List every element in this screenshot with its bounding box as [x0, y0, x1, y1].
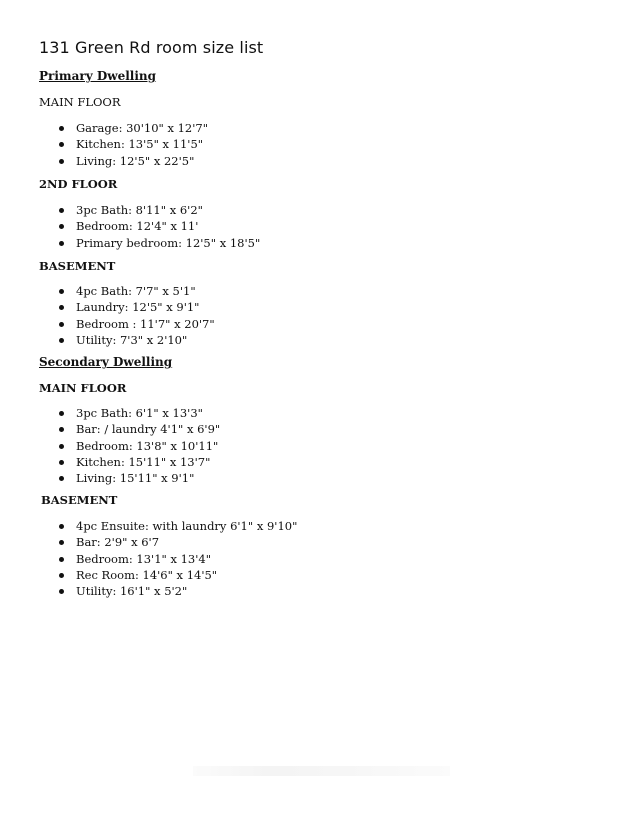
list-item: Primary bedroom: 12'5" x 18'5"	[57, 235, 260, 251]
bullet-icon	[59, 126, 64, 131]
primary-basement-label: BASEMENT	[39, 259, 116, 273]
bullet-icon	[59, 460, 64, 465]
document-title: 131 Green Rd room size list	[39, 38, 264, 57]
bullet-icon	[59, 142, 64, 147]
bullet-icon	[59, 241, 64, 246]
bullet-icon	[59, 289, 64, 294]
bullet-icon	[59, 589, 64, 594]
list-item: Kitchen: 15'11" x 13'7"	[57, 454, 220, 470]
list-item: Kitchen: 13'5" x 11'5"	[57, 136, 208, 152]
primary-second-floor-label: 2ND FLOOR	[39, 177, 118, 191]
list-item: Bedroom : 11'7" x 20'7"	[57, 316, 215, 332]
secondary-main-floor-label: MAIN FLOOR	[39, 381, 127, 395]
primary-dwelling-heading: Primary Dwelling	[39, 69, 157, 83]
primary-basement-list	[57, 283, 215, 348]
bullet-icon	[59, 411, 64, 416]
bullet-icon	[59, 159, 64, 164]
list-item: Bedroom: 13'8" x 10'11"	[57, 438, 220, 454]
list-item: Rec Room: 14'6" x 14'5"	[57, 567, 297, 583]
list-item: Garage: 30'10" x 12'7"	[57, 120, 208, 136]
list-item: Bar: 2'9" x 6'7	[57, 534, 297, 550]
secondary-basement-list	[57, 518, 297, 599]
list-item: Utility: 7'3" x 2'10"	[57, 332, 215, 348]
primary-main-floor-label: MAIN FLOOR	[39, 95, 121, 109]
bullet-icon	[59, 540, 64, 545]
secondary-basement-label: BASEMENT	[41, 493, 118, 507]
list-item: 4pc Ensuite: with laundry 6'1" x 9'10"	[57, 518, 297, 534]
primary-second-floor-list	[57, 202, 260, 251]
list-item: Bedroom: 12'4" x 11'	[57, 218, 260, 234]
secondary-dwelling-heading: Secondary Dwelling	[39, 355, 173, 369]
bullet-icon	[59, 338, 64, 343]
bullet-icon	[59, 224, 64, 229]
bullet-icon	[59, 208, 64, 213]
list-item: Living: 15'11" x 9'1"	[57, 470, 220, 486]
list-item: Utility: 16'1" x 5'2"	[57, 583, 297, 599]
faint-watermark	[193, 766, 450, 776]
bullet-icon	[59, 476, 64, 481]
list-item: Laundry: 12'5" x 9'1"	[57, 299, 215, 315]
primary-main-floor-list	[57, 120, 208, 169]
secondary-main-floor-list	[57, 405, 220, 486]
bullet-icon	[59, 322, 64, 327]
list-item: Bar: / laundry 4'1" x 6'9"	[57, 421, 220, 437]
bullet-icon	[59, 444, 64, 449]
bullet-icon	[59, 573, 64, 578]
bullet-icon	[59, 427, 64, 432]
list-item: 3pc Bath: 8'11" x 6'2"	[57, 202, 260, 218]
list-item: 3pc Bath: 6'1" x 13'3"	[57, 405, 220, 421]
bullet-icon	[59, 305, 64, 310]
list-item: Bedroom: 13'1" x 13'4"	[57, 551, 297, 567]
list-item: Living: 12'5" x 22'5"	[57, 153, 208, 169]
bullet-icon	[59, 524, 64, 529]
list-item: 4pc Bath: 7'7" x 5'1"	[57, 283, 215, 299]
bullet-icon	[59, 557, 64, 562]
